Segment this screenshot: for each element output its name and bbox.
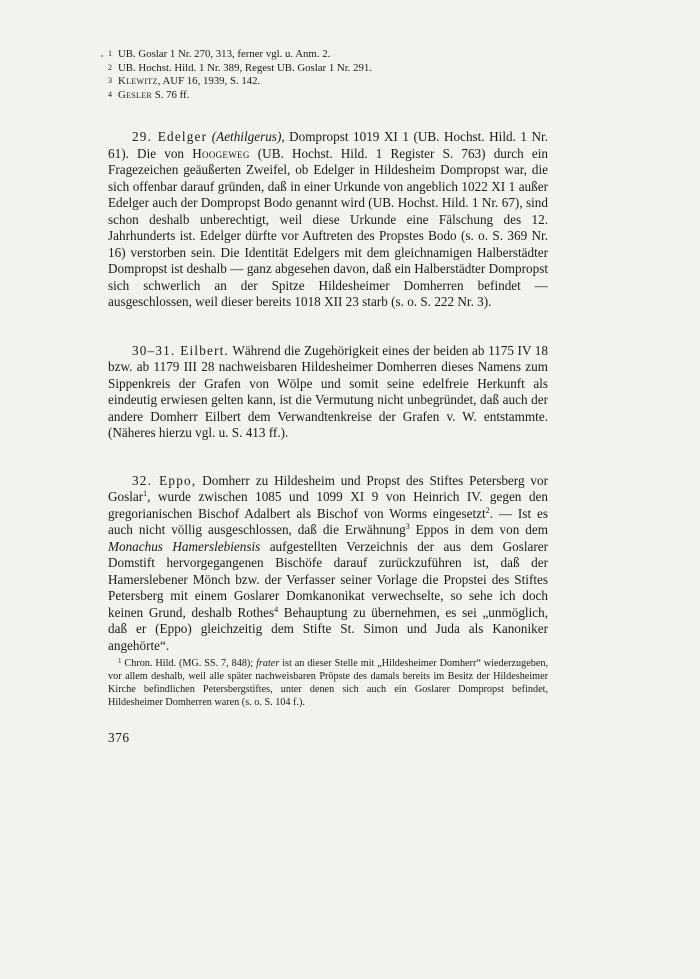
entry-heading: 30–31. Eilbert. [132,342,230,358]
entry-heading: 32. Eppo, [132,472,197,488]
top-footnotes [108,48,548,102]
footnote-ref: 3 [405,522,410,532]
footnote-ref: 4 [274,604,279,614]
bottom-footnote [108,658,548,709]
entry-heading: 29. Edelger [132,129,208,145]
latin-name: (Aethilgerus) [211,129,282,145]
author-name: Gesler [118,88,153,101]
author-name: Hoogeweg [192,145,250,161]
entry-text: Behauptung zu übernehmen, es sei „unmöglich, daß er (Eppo) gleichzeitig dem Stifte St. Simon und Juda als Kanoniker angehörte“. [108,604,548,653]
footnote-text: , AUF 16, 1939, S. 142. [157,75,261,88]
footnote-text: UB. Goslar 1 Nr. 270, 313, ferner vgl. u. Anm. 2. [118,48,331,60]
footnote-text: S. 76 ff. [152,88,190,101]
document-page [108,48,548,746]
page-number: 376 [108,729,130,745]
entry-32-eppo [108,473,548,655]
entry-text: (UB. Hochst. Hild. 1 Register S. 763) durch ein Fragezeichen geäußerten Zweifel, ob Edelger in Hildesheim Dompropst war, die sich offenbar darauf gründen, daß in einer Urkunde von angeblich 1022 XI 1 außer Edelger auch der Dompropst Bodo genannt wird (UB. Hochst. Hild. 1 Nr. 67), sind schon deshalb unberechtigt, weil diese Urkunde eine Fälschung des 12. Jahrhunderts ist. Edelger dürfte vor Auftreten des Propstes Bodo (s. o. S. 369 Nr. 16) verstorben sein. Die Identität Edelgers mit dem gleichnamigen Halberstädter Dompropst ist deshalb — ganz abgesehen davon, daß ein Halberstädter Dompropst sich schwerlich an der Spitze Hildesheimer Domherren befindet — ausgeschlossen, weil dieser bereits 1018 XII 23 starb (s. o. S. 222 Nr. 3). [108,145,549,310]
entry-29-edelger [108,129,548,311]
footnote-ref: 2 [485,505,490,515]
author-name: Klewitz [118,75,158,88]
footnote-ref: 1 [143,489,148,499]
footnote-text: Chron. Hild. (MG. SS. 7, 848); [121,658,257,670]
footnote-mark: 4 [108,89,112,99]
footnote-mark: 2 [108,62,112,72]
footnote-mark: 3 [108,76,112,86]
scan-speck [101,55,103,57]
footnote-1 [108,48,548,62]
footnote-mark: 1 [108,49,112,58]
footnote-3 [108,75,548,89]
entry-text: Eppos in dem von dem [409,522,548,538]
footnote-4 [108,89,548,103]
footnote-text: UB. Hochst. Hild. 1 Nr. 389, Regest UB. Goslar 1 Nr. 291. [118,61,373,74]
entry-text: , Dompropst 1019 XI 1 (UB. Hochst. Hild. 1 Nr. 61). Die von [108,129,549,161]
entry-text: aufgestellten Verzeichnis der aus dem Goslarer Domstift hervorgegangenen Bischöfe darauf zurückzuführen ist, daß der Hamerslebener Mönch bzw. der Verfasser seiner Vorlage die Propstei des Stiftes Petersberg mit einem Goslarer Domkanonikat verwechselte, so sehe ich doch keinen Grund, deshalb Rothes [108,538,548,620]
entry-text: . — Ist es auch nicht völlig ausgeschlossen, daß die Erwähnung [108,505,548,538]
entry-text: Domherr zu Hildesheim und Propst des Stiftes Petersberg vor Goslar [108,472,549,505]
entry-30-31-eilbert [108,343,548,442]
footnote-text: ist an dieser Stelle mit „Hildesheimer Domherr“ wiederzugeben, vor allem deshalb, weil alle später nachweisbaren Pröpste des damals bereits im Besitz der Hildesheimer Kirche befindlichen Petersbergstiftes, unter denen sich auch ein Goslarer Dompropst befindet, Hildesheimer Domherren waren (s. o. S. 104 f.). [108,658,548,708]
entry-text: Während die Zugehörigkeit eines der beiden ab 1175 IV 18 bzw. ab 1179 III 28 nachweisbaren Hildesheimer Domherren dieses Namens zum Sippenkreis der Grafen von Wölpe und somit seine edelfreie Herkunft als eindeutig erwiesen gelten kann, ist die Vermutung nicht unbegründet, daß auch der andere Domherr Eilbert dem Verwandtenkreise der Grafen v. W. entstammte. (Näheres hierzu vgl. u. S. 413 ff.). [108,342,548,441]
latin-name: Monachus Hamerslebiensis [108,538,261,554]
footnote-2 [108,62,548,76]
footnote-mark: 1 [118,657,122,666]
entry-text: , wurde zwischen 1085 und 1099 XI 9 von Heinrich IV. gegen den gregorianischen Bischof Adalbert als Bischof von Worms eingesetzt [108,489,548,521]
latin-word: frater [256,658,280,670]
